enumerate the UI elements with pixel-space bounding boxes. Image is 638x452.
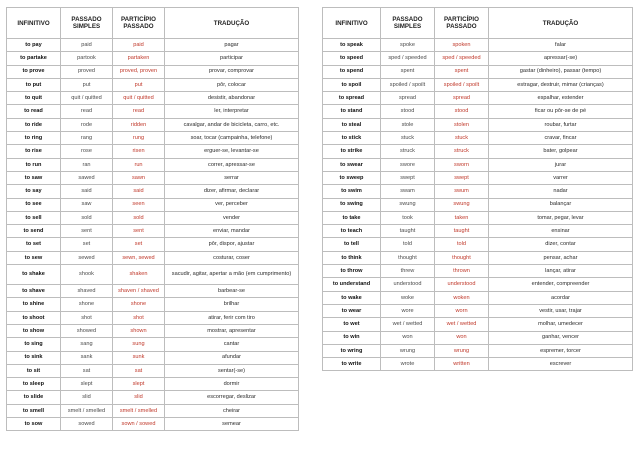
header-translation: TRADUÇÃO [489, 8, 633, 39]
past-cell: shot [61, 311, 113, 324]
translation-cell: vestir, usar, trajar [489, 304, 633, 317]
participle-cell: sent [113, 225, 165, 238]
past-cell: thought [381, 251, 435, 264]
table-row [7, 211, 299, 224]
infinitive-cell: to sell [7, 211, 61, 224]
table-row [323, 52, 633, 65]
translation-cell: cavalgar, andar de bicicleta, carro, etc. [165, 118, 299, 131]
past-cell: threw [381, 265, 435, 278]
translation-cell: roubar, furtar [489, 118, 633, 131]
infinitive-cell: to sow [7, 418, 61, 431]
table-row [7, 78, 299, 91]
participle-cell: spoiled / spoilt [435, 78, 489, 91]
past-cell: sewed [61, 251, 113, 264]
table-header-row [7, 8, 299, 39]
table-row [323, 304, 633, 317]
participle-cell: set [113, 238, 165, 251]
past-cell: swept [381, 171, 435, 184]
translation-cell: ganhar, vencer [489, 331, 633, 344]
verb-table-left-body [7, 8, 299, 431]
table-row [323, 105, 633, 118]
participle-cell: spoken [435, 39, 489, 52]
participle-cell: paid [113, 39, 165, 52]
table-row [323, 92, 633, 105]
table-row [323, 198, 633, 211]
infinitive-cell: to put [7, 78, 61, 91]
participle-cell: won [435, 331, 489, 344]
past-cell: swam [381, 185, 435, 198]
table-row [323, 145, 633, 158]
header-infinitive: INFINITIVO [7, 8, 61, 39]
translation-cell: apressar(-se) [489, 52, 633, 65]
translation-cell: espalhar, estender [489, 92, 633, 105]
participle-cell: shaken [113, 265, 165, 285]
table-row [323, 185, 633, 198]
table-row [323, 291, 633, 304]
infinitive-cell: to spoil [323, 78, 381, 91]
translation-cell: mostrar, apresentar [165, 324, 299, 337]
infinitive-cell: to take [323, 211, 381, 224]
table-row [7, 185, 299, 198]
infinitive-cell: to swing [323, 198, 381, 211]
translation-cell: falar [489, 39, 633, 52]
past-cell: shone [61, 298, 113, 311]
participle-cell: told [435, 238, 489, 251]
infinitive-cell: to tell [323, 238, 381, 251]
table-row [7, 198, 299, 211]
infinitive-cell: to wear [323, 304, 381, 317]
infinitive-cell: to shave [7, 285, 61, 298]
table-row [323, 344, 633, 357]
participle-cell: rung [113, 132, 165, 145]
translation-cell: afundar [165, 351, 299, 364]
header-translation: TRADUÇÃO [165, 8, 299, 39]
table-row [323, 358, 633, 371]
past-cell: sped / speeded [381, 52, 435, 65]
past-cell: smelt / smelled [61, 404, 113, 417]
past-cell: wore [381, 304, 435, 317]
past-cell: proved [61, 65, 113, 78]
translation-cell: provar, comprovar [165, 65, 299, 78]
participle-cell: stolen [435, 118, 489, 131]
past-cell: rose [61, 145, 113, 158]
table-row [7, 338, 299, 351]
table-row [7, 225, 299, 238]
infinitive-cell: to send [7, 225, 61, 238]
table-row [7, 39, 299, 52]
infinitive-cell: to speak [323, 39, 381, 52]
translation-cell: dizer, contar [489, 238, 633, 251]
infinitive-cell: to quit [7, 92, 61, 105]
past-cell: spoke [381, 39, 435, 52]
infinitive-cell: to say [7, 185, 61, 198]
past-cell: spent [381, 65, 435, 78]
past-cell: stole [381, 118, 435, 131]
participle-cell: sworn [435, 158, 489, 171]
infinitive-cell: to run [7, 158, 61, 171]
participle-cell: quit / quitted [113, 92, 165, 105]
infinitive-cell: to wake [323, 291, 381, 304]
translation-cell: balançar [489, 198, 633, 211]
verb-table-right-body [323, 8, 633, 371]
translation-cell: pagar [165, 39, 299, 52]
participle-cell: woken [435, 291, 489, 304]
participle-cell: struck [435, 145, 489, 158]
translation-cell: acordar [489, 291, 633, 304]
table-row [323, 225, 633, 238]
past-cell: swore [381, 158, 435, 171]
table-row [7, 118, 299, 131]
participle-cell: wrung [435, 344, 489, 357]
infinitive-cell: to see [7, 198, 61, 211]
translation-cell: ver, perceber [165, 198, 299, 211]
participle-cell: put [113, 78, 165, 91]
past-cell: wrung [381, 344, 435, 357]
table-row [7, 351, 299, 364]
infinitive-cell: to rise [7, 145, 61, 158]
past-cell: sat [61, 364, 113, 377]
past-cell: sang [61, 338, 113, 351]
participle-cell: spent [435, 65, 489, 78]
translation-cell: costurar, coser [165, 251, 299, 264]
participle-cell: said [113, 185, 165, 198]
table-row [7, 105, 299, 118]
infinitive-cell: to set [7, 238, 61, 251]
infinitive-cell: to win [323, 331, 381, 344]
infinitive-cell: to sink [7, 351, 61, 364]
translation-cell: soar, tocar (campainha, telefone) [165, 132, 299, 145]
table-row [7, 238, 299, 251]
table-row [7, 265, 299, 285]
infinitive-cell: to understand [323, 278, 381, 291]
participle-cell: sown / sowed [113, 418, 165, 431]
participle-cell: sawn [113, 171, 165, 184]
past-cell: quit / quitted [61, 92, 113, 105]
table-row [323, 251, 633, 264]
participle-cell: slept [113, 378, 165, 391]
infinitive-cell: to sing [7, 338, 61, 351]
translation-cell: ler, interpretar [165, 105, 299, 118]
participle-cell: thrown [435, 265, 489, 278]
infinitive-cell: to swim [323, 185, 381, 198]
table-row [323, 278, 633, 291]
translation-cell: pensar, achar [489, 251, 633, 264]
past-cell: struck [381, 145, 435, 158]
participle-cell: stood [435, 105, 489, 118]
table-row [7, 251, 299, 264]
infinitive-cell: to stick [323, 132, 381, 145]
translation-cell: dizer, afirmar, declarar [165, 185, 299, 198]
table-row [323, 171, 633, 184]
participle-cell: sat [113, 364, 165, 377]
participle-cell: swung [435, 198, 489, 211]
infinitive-cell: to teach [323, 225, 381, 238]
translation-cell: cravar, fincar [489, 132, 633, 145]
past-cell: said [61, 185, 113, 198]
table-row [7, 285, 299, 298]
translation-cell: pôr, dispor, ajustar [165, 238, 299, 251]
header-infinitive: INFINITIVO [323, 8, 381, 39]
table-row [323, 118, 633, 131]
past-cell: slept [61, 378, 113, 391]
infinitive-cell: to spread [323, 92, 381, 105]
infinitive-cell: to swear [323, 158, 381, 171]
translation-cell: semear [165, 418, 299, 431]
table-header-row [323, 8, 633, 39]
infinitive-cell: to wet [323, 318, 381, 331]
past-cell: saw [61, 198, 113, 211]
infinitive-cell: to sweep [323, 171, 381, 184]
past-cell: woke [381, 291, 435, 304]
past-cell: rode [61, 118, 113, 131]
table-row [7, 171, 299, 184]
translation-cell: ficar ou pôr-se de pé [489, 105, 633, 118]
infinitive-cell: to prove [7, 65, 61, 78]
participle-cell: run [113, 158, 165, 171]
infinitive-cell: to think [323, 251, 381, 264]
infinitive-cell: to ride [7, 118, 61, 131]
infinitive-cell: to speed [323, 52, 381, 65]
infinitive-cell: to ring [7, 132, 61, 145]
infinitive-cell: to stand [323, 105, 381, 118]
past-cell: understood [381, 278, 435, 291]
translation-cell: erguer-se, levantar-se [165, 145, 299, 158]
table-row [323, 65, 633, 78]
infinitive-cell: to saw [7, 171, 61, 184]
infinitive-cell: to spend [323, 65, 381, 78]
translation-cell: enviar, mandar [165, 225, 299, 238]
translation-cell: tomar, pegar, levar [489, 211, 633, 224]
translation-cell: correr, apressar-se [165, 158, 299, 171]
infinitive-cell: to show [7, 324, 61, 337]
participle-cell: seen [113, 198, 165, 211]
participle-cell: sung [113, 338, 165, 351]
header-participle: PARTICÍPIO PASSADO [113, 8, 165, 39]
header-past: PASSADO SIMPLES [381, 8, 435, 39]
past-cell: wet / wetted [381, 318, 435, 331]
translation-cell: vender [165, 211, 299, 224]
past-cell: stuck [381, 132, 435, 145]
infinitive-cell: to smell [7, 404, 61, 417]
table-row [7, 92, 299, 105]
translation-cell: cheirar [165, 404, 299, 417]
participle-cell: proved, proven [113, 65, 165, 78]
table-row [7, 132, 299, 145]
past-cell: showed [61, 324, 113, 337]
participle-cell: wet / wetted [435, 318, 489, 331]
translation-cell: molhar, umedecer [489, 318, 633, 331]
table-row [7, 391, 299, 404]
translation-cell: atirar, ferir com tiro [165, 311, 299, 324]
table-row [7, 378, 299, 391]
past-cell: rang [61, 132, 113, 145]
participle-cell: slid [113, 391, 165, 404]
translation-cell: cantar [165, 338, 299, 351]
infinitive-cell: to partake [7, 52, 61, 65]
past-cell: stood [381, 105, 435, 118]
table-row [7, 158, 299, 171]
participle-cell: shot [113, 311, 165, 324]
table-row [323, 78, 633, 91]
infinitive-cell: to shake [7, 265, 61, 285]
past-cell: took [381, 211, 435, 224]
verb-table-right [322, 7, 633, 371]
past-cell: spread [381, 92, 435, 105]
table-row [7, 298, 299, 311]
translation-cell: brilhar [165, 298, 299, 311]
table-row [7, 65, 299, 78]
past-cell: put [61, 78, 113, 91]
participle-cell: stuck [435, 132, 489, 145]
participle-cell: sped / speeded [435, 52, 489, 65]
verb-table-left [6, 7, 299, 431]
participle-cell: swum [435, 185, 489, 198]
participle-cell: read [113, 105, 165, 118]
table-row [7, 364, 299, 377]
participle-cell: swept [435, 171, 489, 184]
translation-cell: nadar [489, 185, 633, 198]
header-past: PASSADO SIMPLES [61, 8, 113, 39]
past-cell: set [61, 238, 113, 251]
participle-cell: spread [435, 92, 489, 105]
translation-cell: participar [165, 52, 299, 65]
translation-cell: entender, compreender [489, 278, 633, 291]
past-cell: sank [61, 351, 113, 364]
translation-cell: lançar, atirar [489, 265, 633, 278]
table-row [7, 311, 299, 324]
translation-cell: varrer [489, 171, 633, 184]
translation-cell: serrar [165, 171, 299, 184]
header-participle: PARTICÍPIO PASSADO [435, 8, 489, 39]
participle-cell: shaven / shaved [113, 285, 165, 298]
translation-cell: sacudir, agitar, apertar a mão (em cumprimento) [165, 265, 299, 285]
past-cell: slid [61, 391, 113, 404]
past-cell: sold [61, 211, 113, 224]
infinitive-cell: to throw [323, 265, 381, 278]
translation-cell: barbear-se [165, 285, 299, 298]
table-row [323, 158, 633, 171]
table-row [323, 211, 633, 224]
table-row [323, 39, 633, 52]
past-cell: ran [61, 158, 113, 171]
participle-cell: understood [435, 278, 489, 291]
infinitive-cell: to steal [323, 118, 381, 131]
infinitive-cell: to shoot [7, 311, 61, 324]
participle-cell: taken [435, 211, 489, 224]
past-cell: partook [61, 52, 113, 65]
past-cell: paid [61, 39, 113, 52]
past-cell: swung [381, 198, 435, 211]
translation-cell: espremer, torcer [489, 344, 633, 357]
infinitive-cell: to sit [7, 364, 61, 377]
past-cell: spoiled / spoilt [381, 78, 435, 91]
translation-cell: desistir, abandonar [165, 92, 299, 105]
past-cell: sent [61, 225, 113, 238]
translation-cell: sentar(-se) [165, 364, 299, 377]
participle-cell: partaken [113, 52, 165, 65]
past-cell: told [381, 238, 435, 251]
infinitive-cell: to slide [7, 391, 61, 404]
participle-cell: ridden [113, 118, 165, 131]
translation-cell: estragar, destruir, mimar (crianças) [489, 78, 633, 91]
participle-cell: thought [435, 251, 489, 264]
participle-cell: risen [113, 145, 165, 158]
past-cell: sowed [61, 418, 113, 431]
past-cell: shook [61, 265, 113, 285]
past-cell: sawed [61, 171, 113, 184]
table-row [323, 238, 633, 251]
past-cell: read [61, 105, 113, 118]
past-cell: won [381, 331, 435, 344]
infinitive-cell: to write [323, 358, 381, 371]
table-row [7, 145, 299, 158]
translation-cell: pôr, colocar [165, 78, 299, 91]
past-cell: wrote [381, 358, 435, 371]
table-row [7, 404, 299, 417]
infinitive-cell: to read [7, 105, 61, 118]
table-row [323, 318, 633, 331]
participle-cell: taught [435, 225, 489, 238]
infinitive-cell: to sleep [7, 378, 61, 391]
translation-cell: escorregar, deslizar [165, 391, 299, 404]
infinitive-cell: to strike [323, 145, 381, 158]
participle-cell: sold [113, 211, 165, 224]
table-row [323, 132, 633, 145]
participle-cell: sewn, sewed [113, 251, 165, 264]
table-row [323, 331, 633, 344]
translation-cell: ensinar [489, 225, 633, 238]
translation-cell: gastar (dinheiro), passar (tempo) [489, 65, 633, 78]
participle-cell: smelt / smelled [113, 404, 165, 417]
table-row [7, 324, 299, 337]
table-row [323, 265, 633, 278]
infinitive-cell: to wring [323, 344, 381, 357]
participle-cell: written [435, 358, 489, 371]
table-row [7, 418, 299, 431]
infinitive-cell: to sew [7, 251, 61, 264]
participle-cell: shown [113, 324, 165, 337]
translation-cell: jurar [489, 158, 633, 171]
table-row [7, 52, 299, 65]
infinitive-cell: to pay [7, 39, 61, 52]
participle-cell: sunk [113, 351, 165, 364]
translation-cell: escrever [489, 358, 633, 371]
infinitive-cell: to shine [7, 298, 61, 311]
translation-cell: bater, golpear [489, 145, 633, 158]
participle-cell: shone [113, 298, 165, 311]
participle-cell: worn [435, 304, 489, 317]
translation-cell: dormir [165, 378, 299, 391]
past-cell: shaved [61, 285, 113, 298]
past-cell: taught [381, 225, 435, 238]
